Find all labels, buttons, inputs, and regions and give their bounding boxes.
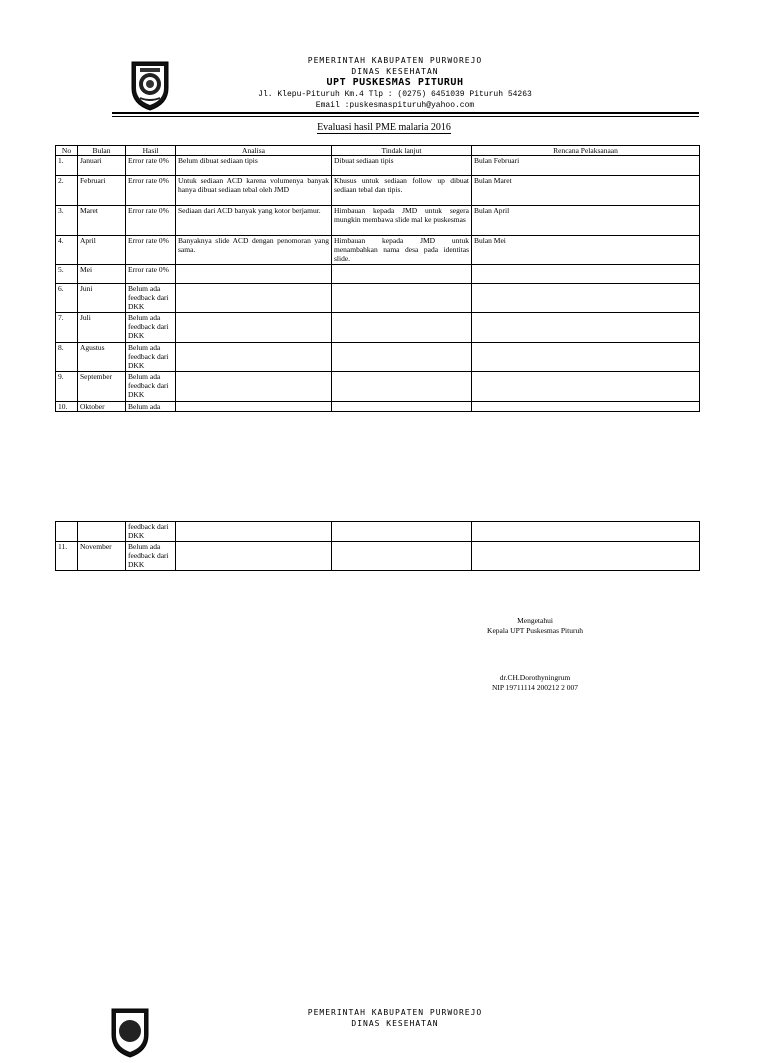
row-number: 3. bbox=[56, 206, 78, 236]
row-follow-up: Himbauan kepada JMD untuk segera mungkin membawa slide mal ke puskesmas bbox=[332, 206, 472, 236]
table-row bbox=[56, 265, 700, 284]
row-follow-up bbox=[332, 284, 472, 313]
table-row bbox=[56, 402, 700, 412]
table-row bbox=[56, 343, 700, 372]
row-result: Error rate 0% bbox=[126, 265, 176, 284]
row-analysis bbox=[176, 372, 332, 402]
row-result: Belum ada feedback dari DKK bbox=[126, 542, 176, 571]
organization-name: UPT PUSKESMAS PITURUH bbox=[326, 77, 464, 88]
row-month: Januari bbox=[78, 156, 126, 176]
row-plan bbox=[472, 522, 700, 542]
document-title-text: Evaluasi hasil PME malaria 2016 bbox=[317, 122, 451, 133]
row-analysis bbox=[176, 542, 332, 571]
regency-seal-logo-next-page bbox=[108, 1005, 152, 1059]
row-result: Error rate 0% bbox=[126, 236, 176, 265]
government-name: PEMERINTAH KABUPATEN PURWOREJO bbox=[307, 56, 483, 65]
row-plan: Bulan Mei bbox=[472, 236, 700, 265]
government-name-next-page: PEMERINTAH KABUPATEN PURWOREJO bbox=[307, 1008, 483, 1017]
row-plan bbox=[472, 265, 700, 284]
row-follow-up: Himbauan kepada JMD untuk menambahkan nama desa pada identitas slide. bbox=[332, 236, 472, 265]
row-number: 4. bbox=[56, 236, 78, 265]
letterhead bbox=[230, 55, 560, 111]
column-header: Rencana Pelaksanaan bbox=[472, 146, 700, 156]
row-analysis: Belum dibuat sediaan tipis bbox=[176, 156, 332, 176]
row-month: Maret bbox=[78, 206, 126, 236]
row-result: Belum ada feedback dari DKK bbox=[126, 313, 176, 343]
row-plan bbox=[472, 343, 700, 372]
table-row bbox=[56, 176, 700, 206]
regency-seal-logo bbox=[128, 58, 172, 112]
table-row bbox=[56, 284, 700, 313]
table-row bbox=[56, 156, 700, 176]
table-header-row bbox=[56, 146, 700, 156]
row-month: Februari bbox=[78, 176, 126, 206]
row-follow-up bbox=[332, 402, 472, 412]
address-line: Jl. Klepu-Pituruh Km.4 Tlp : (0275) 6451039 Pituruh 54263 bbox=[258, 90, 532, 99]
row-follow-up: Khusus untuk sediaan follow up dibuat sediaan tebal dan tipis. bbox=[332, 176, 472, 206]
row-month: November bbox=[78, 542, 126, 571]
row-plan bbox=[472, 402, 700, 412]
row-month: April bbox=[78, 236, 126, 265]
row-analysis: Banyaknya slide ACD dengan penomoran yang sama. bbox=[176, 236, 332, 265]
column-header: Analisa bbox=[176, 146, 332, 156]
row-number: 10. bbox=[56, 402, 78, 412]
row-number: 1. bbox=[56, 156, 78, 176]
row-analysis bbox=[176, 522, 332, 542]
row-plan: Bulan April bbox=[472, 206, 700, 236]
row-number: 6. bbox=[56, 284, 78, 313]
row-analysis: Untuk sediaan ACD karena volumenya banyak hanya dibuat sediaan tebal oleh JMD bbox=[176, 176, 332, 206]
row-month: Agustus bbox=[78, 343, 126, 372]
row-plan bbox=[472, 372, 700, 402]
signatory-title: Kepala UPT Puskesmas Pituruh bbox=[487, 626, 583, 635]
table-row bbox=[56, 522, 700, 542]
column-header: Tindak lanjut bbox=[332, 146, 472, 156]
row-plan bbox=[472, 542, 700, 571]
row-number: 8. bbox=[56, 343, 78, 372]
row-result: Belum ada bbox=[126, 402, 176, 412]
row-analysis: Sediaan dari ACD banyak yang kotor berjamur. bbox=[176, 206, 332, 236]
row-month: Mei bbox=[78, 265, 126, 284]
row-result: Belum ada feedback dari DKK bbox=[126, 284, 176, 313]
row-plan: Bulan Februari bbox=[472, 156, 700, 176]
row-analysis bbox=[176, 284, 332, 313]
row-number: 7. bbox=[56, 313, 78, 343]
row-number: 2. bbox=[56, 176, 78, 206]
row-follow-up bbox=[332, 372, 472, 402]
evaluation-table bbox=[55, 145, 700, 412]
email-line: Email :puskesmaspituruh@yahoo.com bbox=[315, 101, 475, 110]
column-header: No bbox=[56, 146, 78, 156]
row-follow-up: Dibuat sediaan tipis bbox=[332, 156, 472, 176]
row-plan: Bulan Maret bbox=[472, 176, 700, 206]
row-number bbox=[56, 522, 78, 542]
letterhead-next-page bbox=[230, 1007, 560, 1029]
row-plan bbox=[472, 284, 700, 313]
row-month: Oktober bbox=[78, 402, 126, 412]
row-follow-up bbox=[332, 313, 472, 343]
signature-block bbox=[440, 616, 630, 636]
row-month: September bbox=[78, 372, 126, 402]
table-row bbox=[56, 372, 700, 402]
table-row bbox=[56, 236, 700, 265]
signatory-name: dr.CH.Dorothyningrum bbox=[499, 673, 571, 682]
column-header: Bulan bbox=[78, 146, 126, 156]
table-row bbox=[56, 542, 700, 571]
row-analysis bbox=[176, 343, 332, 372]
table-row bbox=[56, 313, 700, 343]
acknowledged-label: Mengetahui bbox=[517, 616, 553, 625]
signatory-nip: NIP 19711114 200212 2 007 bbox=[492, 683, 578, 692]
evaluation-table-continued bbox=[55, 521, 700, 571]
row-month bbox=[78, 522, 126, 542]
row-number: 5. bbox=[56, 265, 78, 284]
signatory-details bbox=[440, 673, 630, 693]
department-name-next-page: DINAS KESEHATAN bbox=[351, 1019, 439, 1028]
row-result: Error rate 0% bbox=[126, 156, 176, 176]
department-name: DINAS KESEHATAN bbox=[351, 67, 439, 76]
letterhead-rule bbox=[112, 112, 699, 114]
row-analysis bbox=[176, 313, 332, 343]
row-follow-up bbox=[332, 542, 472, 571]
row-number: 9. bbox=[56, 372, 78, 402]
document-title bbox=[0, 122, 768, 133]
column-header: Hasil bbox=[126, 146, 176, 156]
row-follow-up bbox=[332, 343, 472, 372]
row-follow-up bbox=[332, 522, 472, 542]
row-result: feedback dari DKK bbox=[126, 522, 176, 542]
row-month: Juli bbox=[78, 313, 126, 343]
row-month: Juni bbox=[78, 284, 126, 313]
letterhead-rule-thin bbox=[112, 116, 699, 117]
row-plan bbox=[472, 313, 700, 343]
row-result: Error rate 0% bbox=[126, 176, 176, 206]
row-analysis bbox=[176, 402, 332, 412]
table-row bbox=[56, 206, 700, 236]
row-analysis bbox=[176, 265, 332, 284]
row-number: 11. bbox=[56, 542, 78, 571]
row-result: Belum ada feedback dari DKK bbox=[126, 372, 176, 402]
row-result: Error rate 0% bbox=[126, 206, 176, 236]
row-result: Belum ada feedback dari DKK bbox=[126, 343, 176, 372]
row-follow-up bbox=[332, 265, 472, 284]
